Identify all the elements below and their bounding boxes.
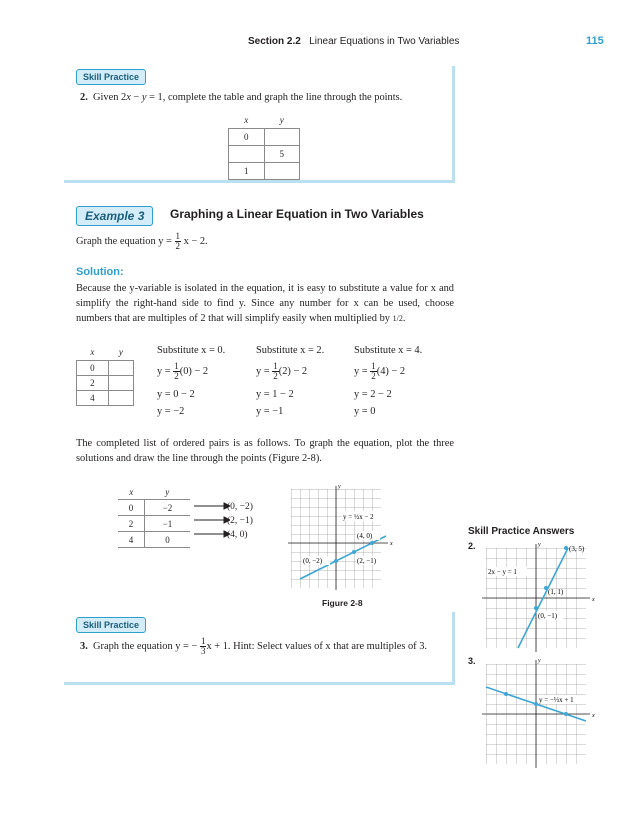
- point: [564, 546, 568, 550]
- table-header: y: [108, 344, 133, 361]
- skill-practice-tag: Skill Practice: [76, 617, 146, 633]
- table-cell: [108, 376, 133, 391]
- point-label: (0, −2): [303, 557, 323, 565]
- fraction-num: 1: [371, 361, 376, 371]
- answers-title: Skill Practice Answers: [468, 526, 575, 537]
- x-axis-label: x: [592, 713, 595, 719]
- table-cell: 4: [118, 532, 144, 548]
- substitution-head: Substitute x = 2.: [256, 345, 325, 356]
- substitution-head: Substitute x = 0.: [157, 345, 226, 356]
- skill-practice-tag: Skill Practice: [76, 69, 146, 85]
- example-title: Graphing a Linear Equation in Two Variables: [170, 207, 424, 221]
- sub-line2: y = 1 − 2: [256, 389, 294, 400]
- paragraph-end: .: [402, 313, 406, 324]
- table-cell: 5: [264, 146, 300, 163]
- point-label: (3, 5): [569, 545, 585, 553]
- point-label: (4, 0): [357, 532, 373, 540]
- table-cell: 2: [77, 376, 109, 391]
- answer-3-graph: [478, 658, 598, 770]
- answer-2-graph: [478, 542, 598, 654]
- fraction-den: 2: [174, 371, 179, 381]
- table-cell: 2: [118, 516, 144, 532]
- table-cell: 1: [229, 163, 265, 180]
- paragraph-text: Because the y-variable is isolated in the equation, it is easy to substitute a value for x and simplify the right-hand side to find y. Since any number for x can be used, choose numbers that are multiples of 2 that will simplify easily when multiplied by: [76, 283, 454, 324]
- sub-line1-b: (4) − 2: [376, 365, 406, 377]
- table-cell: [264, 129, 300, 146]
- sub-line1-b: (0) − 2: [179, 365, 209, 377]
- sub-line3: y = −2: [157, 406, 185, 417]
- ordered-pair: (2, −1): [227, 516, 253, 526]
- point: [352, 550, 356, 554]
- equation-label: 2x − y = 1: [488, 568, 517, 576]
- point-label: (0, −1): [538, 612, 558, 620]
- table-header: x: [118, 484, 144, 500]
- table-cell: [108, 361, 133, 376]
- problem-number: 3.: [80, 640, 88, 652]
- table-header: y: [144, 484, 190, 500]
- answer-number: 3.: [468, 656, 476, 666]
- point: [564, 712, 568, 716]
- table-header: y: [264, 112, 300, 129]
- ordered-pairs: [227, 500, 253, 542]
- table-cell: 0: [77, 361, 109, 376]
- table-cell: 0: [144, 532, 190, 548]
- problem-var-x: x: [126, 92, 131, 103]
- pair-arrows: [190, 496, 230, 544]
- x-axis-label: x: [592, 597, 595, 603]
- sub-line1-a: y =: [354, 365, 368, 377]
- x-axis-label: x: [390, 541, 393, 547]
- table-cell: 4: [77, 391, 109, 406]
- sub-line3: y = 0: [354, 406, 376, 417]
- y-axis-label: y: [538, 542, 541, 548]
- point: [334, 559, 338, 563]
- equation-label: y = ½x − 2: [343, 513, 374, 521]
- graph-equation-line: [76, 232, 208, 251]
- graph-prefix: Graph the equation y =: [76, 235, 172, 247]
- table-cell: [108, 391, 133, 406]
- running-header: [248, 36, 459, 47]
- y-axis-label: y: [338, 484, 341, 490]
- substitution-column-3: [354, 345, 452, 417]
- problem-text-a: Graph the equation y = −: [93, 640, 198, 652]
- fraction-num: 1: [200, 636, 206, 646]
- problem-var-y: y: [141, 92, 147, 103]
- graph-suffix: x − 2.: [183, 235, 208, 247]
- point-label: (1, 1): [548, 588, 564, 596]
- figure-2-8-graph: [286, 484, 398, 594]
- substitution-column-2: [256, 345, 352, 417]
- table-cell: [264, 163, 300, 180]
- solution-paragraph: [76, 281, 454, 326]
- point: [504, 692, 508, 696]
- fraction-den: 2: [273, 371, 278, 381]
- fraction-den: 2: [175, 241, 180, 251]
- fraction-num: 1: [175, 231, 180, 241]
- problem-text-e: = 1, complete the table and graph the line through the points.: [146, 92, 403, 103]
- section-title: Linear Equations in Two Variables: [309, 36, 460, 47]
- problem-number: 2.: [80, 92, 88, 103]
- figure-caption: Figure 2-8: [322, 598, 363, 608]
- substitution-head: Substitute x = 4.: [354, 345, 423, 356]
- table-cell: 0: [229, 129, 265, 146]
- sub-line2: y = 0 − 2: [157, 389, 195, 400]
- table-header: x: [77, 344, 109, 361]
- completed-table: [118, 484, 190, 548]
- sub-line2: y = 2 − 2: [354, 389, 392, 400]
- fraction-den: 2: [371, 371, 376, 381]
- table-cell: −2: [144, 500, 190, 516]
- point-label: (2, −1): [357, 557, 377, 565]
- skill-2-table: [228, 112, 300, 180]
- ordered-pair: (4, 0): [227, 530, 248, 540]
- completed-pairs-paragraph: The completed list of ordered pairs is as follows. To graph the equation, plot the three solutions and draw the line through the points (Figure 2-8).: [76, 438, 454, 464]
- sub-line1-a: y =: [157, 365, 171, 377]
- page-number: 115: [586, 35, 604, 47]
- table-cell: −1: [144, 516, 190, 532]
- skill-practice-3-text: [80, 637, 427, 656]
- section-number: Section 2.2: [248, 36, 301, 47]
- point: [370, 541, 374, 545]
- problem-text-c: −: [130, 92, 142, 103]
- point: [534, 606, 538, 610]
- substitution-column-1: [157, 345, 253, 417]
- table-cell: 0: [118, 500, 144, 516]
- y-axis-label: y: [538, 658, 541, 664]
- sub-line1-a: y =: [256, 365, 270, 377]
- table-cell: [229, 146, 265, 163]
- solution-label: Solution:: [76, 266, 124, 278]
- equation-label: y = −⅓x + 1: [539, 696, 574, 704]
- fraction-num: 1: [174, 361, 179, 371]
- sub-line3: y = −1: [256, 406, 284, 417]
- point: [534, 702, 538, 706]
- paragraph-fraction: 1/2: [392, 314, 403, 323]
- skill-practice-2-text: [80, 92, 402, 103]
- answer-number: 2.: [468, 541, 476, 551]
- fraction-den: 3: [200, 646, 206, 656]
- example-tag: Example 3: [76, 206, 153, 226]
- problem-text-b: x + 1. Hint: Select values of x that are multiples of 3.: [206, 640, 428, 652]
- sub-line1-b: (2) − 2: [278, 365, 308, 377]
- example-table: [76, 344, 134, 406]
- problem-text-a: Given 2: [93, 92, 127, 103]
- ordered-pair: (0, −2): [227, 502, 253, 512]
- table-header: x: [229, 112, 265, 129]
- fraction-num: 1: [273, 361, 278, 371]
- fraction: [175, 232, 182, 251]
